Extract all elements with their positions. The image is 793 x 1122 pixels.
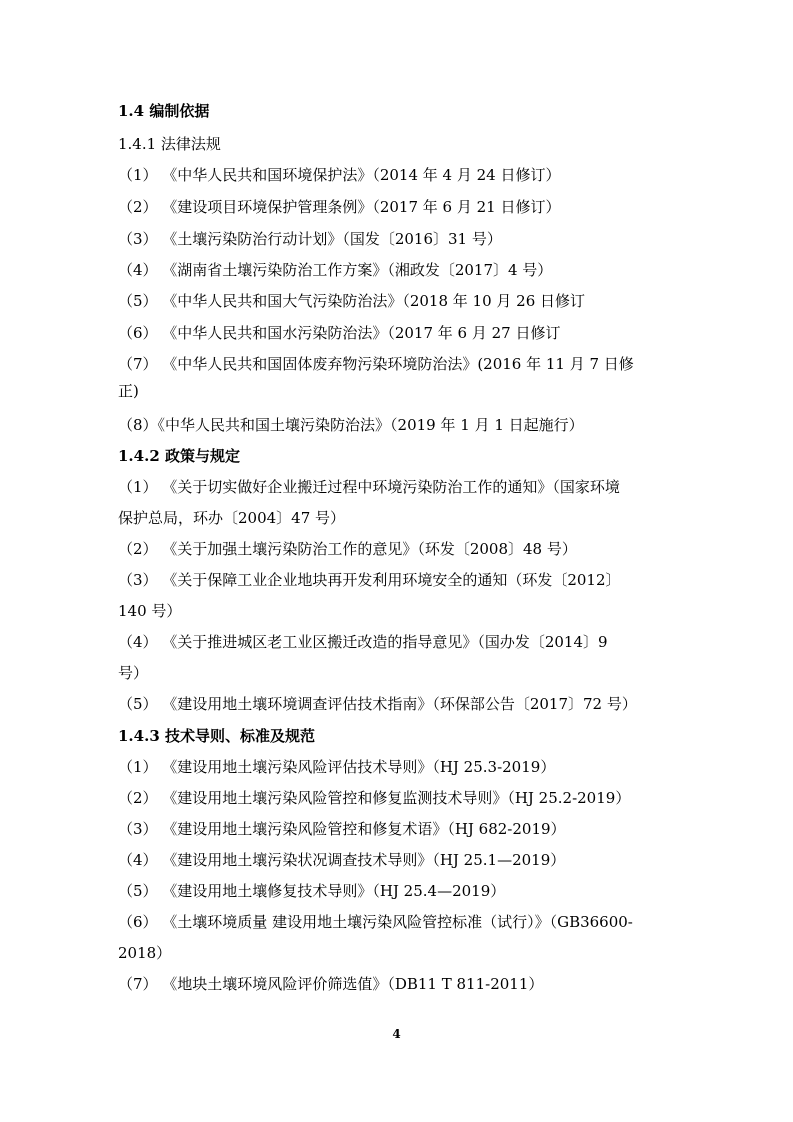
list-item-continuation: 号） <box>118 664 149 682</box>
list-item-continuation: 2018） <box>118 944 172 962</box>
section-heading: 1.4 编制依据 <box>118 102 210 120</box>
list-item: （2） 《建设用地土壤污染风险管控和修复监测技术导则》（HJ 25.2-2019） <box>118 789 631 807</box>
list-item-continuation: 正) <box>118 382 139 400</box>
list-item: （4） 《关于推进城区老工业区搬迁改造的指导意见》（国办发〔2014〕9 <box>118 633 608 651</box>
subsection-title-standards: 1.4.3 技术导则、标准及规范 <box>118 727 315 745</box>
list-item: （5） 《中华人民共和国大气污染防治法》（2018 年 10 月 26 日修订 <box>118 292 586 310</box>
list-item: （1） 《建设用地土壤污染风险评估技术导则》（HJ 25.3-2019） <box>118 758 556 776</box>
list-item: （6） 《土壤环境质量 建设用地土壤污染风险管控标准（试行）》（GB36600- <box>118 913 633 931</box>
list-item: （1） 《关于切实做好企业搬迁过程中环境污染防治工作的通知》（国家环境 <box>118 478 620 496</box>
subsection-title-laws: 1.4.1 法律法规 <box>118 135 221 153</box>
list-item-continuation: 保护总局，环办〔2004〕47 号） <box>118 509 346 527</box>
list-item: （6） 《中华人民共和国水污染防治法》（2017 年 6 月 27 日修订 <box>118 324 561 342</box>
list-item: （5） 《建设用地土壤环境调查评估技术指南》（环保部公告〔2017〕72 号） <box>118 695 637 713</box>
list-item: （2） 《建设项目环境保护管理条例》（2017 年 6 月 21 日修订） <box>118 198 561 216</box>
list-item: （1） 《中华人民共和国环境保护法》（2014 年 4 月 24 日修订） <box>118 166 561 184</box>
list-item: （3） 《土壤污染防治行动计划》（国发〔2016〕31 号） <box>118 230 502 248</box>
list-item: （7） 《中华人民共和国固体废弃物污染环境防治法》(2016 年 11 月 7 日修 <box>118 355 634 373</box>
list-item: （2） 《关于加强土壤污染防治工作的意见》（环发〔2008〕48 号） <box>118 540 577 558</box>
list-item: （8）《中华人民共和国土壤污染防治法》（2019 年 1 月 1 日起施行） <box>118 416 584 434</box>
list-item: （4） 《建设用地土壤污染状况调查技术导则》（HJ 25.1—2019） <box>118 851 566 869</box>
list-item: （4） 《湖南省土壤污染防治工作方案》（湘政发〔2017〕4 号） <box>118 261 553 279</box>
list-item: （7） 《地块土壤环境风险评价筛选值》（DB11 T 811-2011） <box>118 975 544 993</box>
subsection-title-policies: 1.4.2 政策与规定 <box>118 447 240 465</box>
list-item: （3） 《关于保障工业企业地块再开发利用环境安全的通知（环发〔2012〕 <box>118 571 621 589</box>
list-item: （5） 《建设用地土壤修复技术导则》（HJ 25.4—2019） <box>118 882 506 900</box>
page-number: 4 <box>392 1027 401 1041</box>
list-item-continuation: 140 号） <box>118 602 182 620</box>
list-item: （3） 《建设用地土壤污染风险管控和修复术语》（HJ 682-2019） <box>118 820 566 838</box>
